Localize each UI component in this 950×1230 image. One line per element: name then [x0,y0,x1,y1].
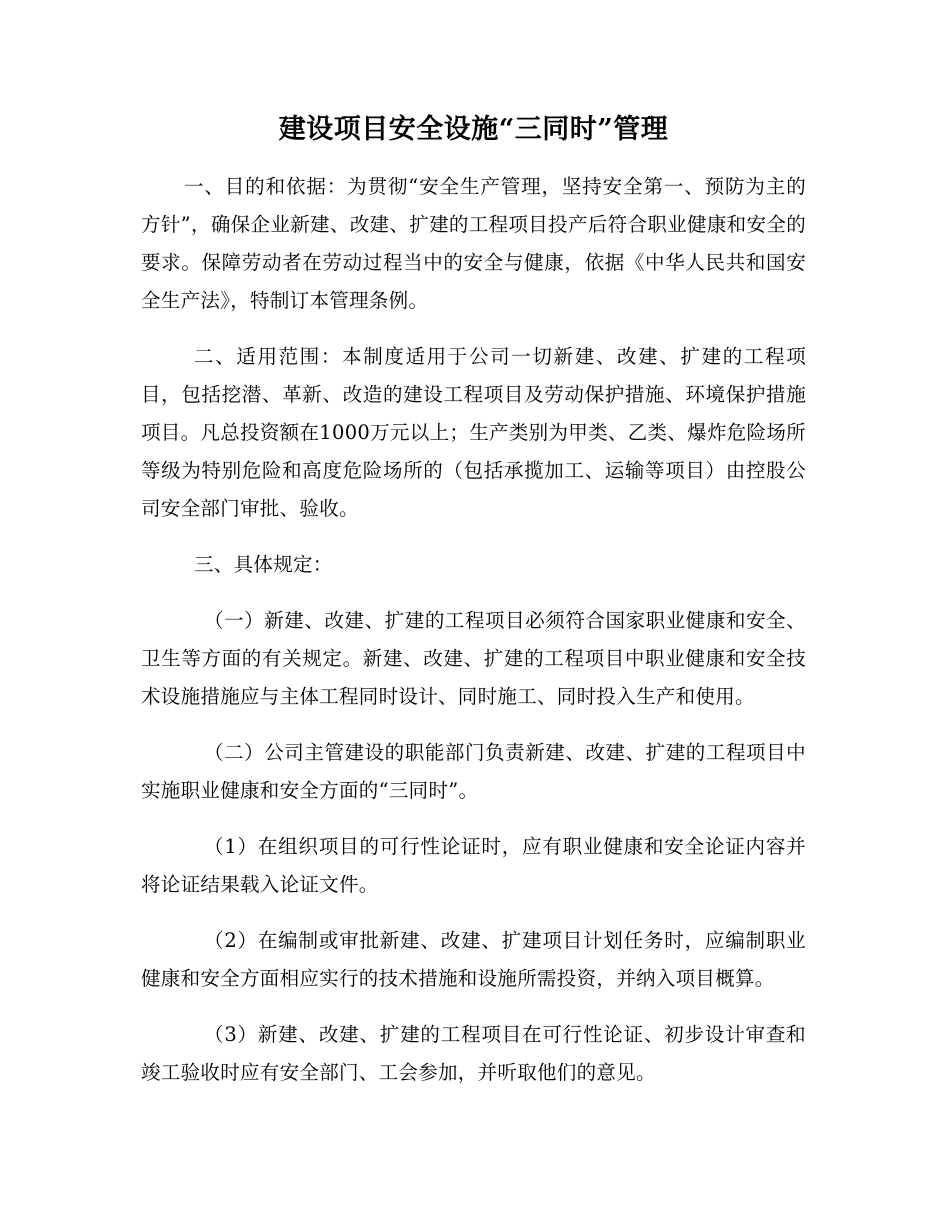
paragraph-subrule-1: （1）在组织项目的可行性论证时，应有职业健康和安全论证内容并将论证结果载入论证文件。 [141,835,806,896]
paragraph-subrule-2: （2）在编制或审批新建、改建、扩建项目计划任务时，应编制职业健康和安全方面相应实行的技术措施和设施所需投资，并纳入项目概算。 [141,929,806,990]
document-title: 建设项目安全设施“三同时”管理 [278,114,669,145]
paragraph-specific-rules-heading: 三、具体规定： [194,553,333,576]
paragraph-subrule-3: （3）新建、改建、扩建的工程项目在可行性论证、初步设计审查和竣工验收时应有安全部门、工会参加，并听取他们的意见。 [141,1023,806,1084]
paragraph-rule-2: （二）公司主管建设的职能部门负责新建、改建、扩建的工程项目中实施职业健康和安全方面的“三同时”。 [141,741,806,802]
paragraph-scope: 二、适用范围：本制度适用于公司一切新建、改建、扩建的工程项目，包括挖潜、革新、改造的建设工程项目及劳动保护措施、环境保护措施项目。凡总投资额在1000万元以上；生产类别为甲类、乙类、爆炸危险场所等级为特别危险和高度危险场所的（包括承揽加工、运输等项目）由控股公司安全部门审批、验收。 [141,345,806,520]
paragraph-rule-1: （一）新建、改建、扩建的工程项目必须符合国家职业健康和安全、卫生等方面的有关规定。新建、改建、扩建的工程项目中职业健康和安全技术设施措施应与主体工程同时设计、同时施工、同时投入生产和使用。 [141,609,806,708]
document-body [141,110,806,1110]
paragraph-purpose-and-basis: 一、目的和依据：为贯彻“安全生产管理，坚持安全第一、预防为主的方针”，确保企业新建、改建、扩建的工程项目投产后符合职业健康和安全的要求。保障劳动者在劳动过程当中的安全与健康，依据《中华人民共和国安全生产法》，特制订本管理条例。 [141,175,806,312]
